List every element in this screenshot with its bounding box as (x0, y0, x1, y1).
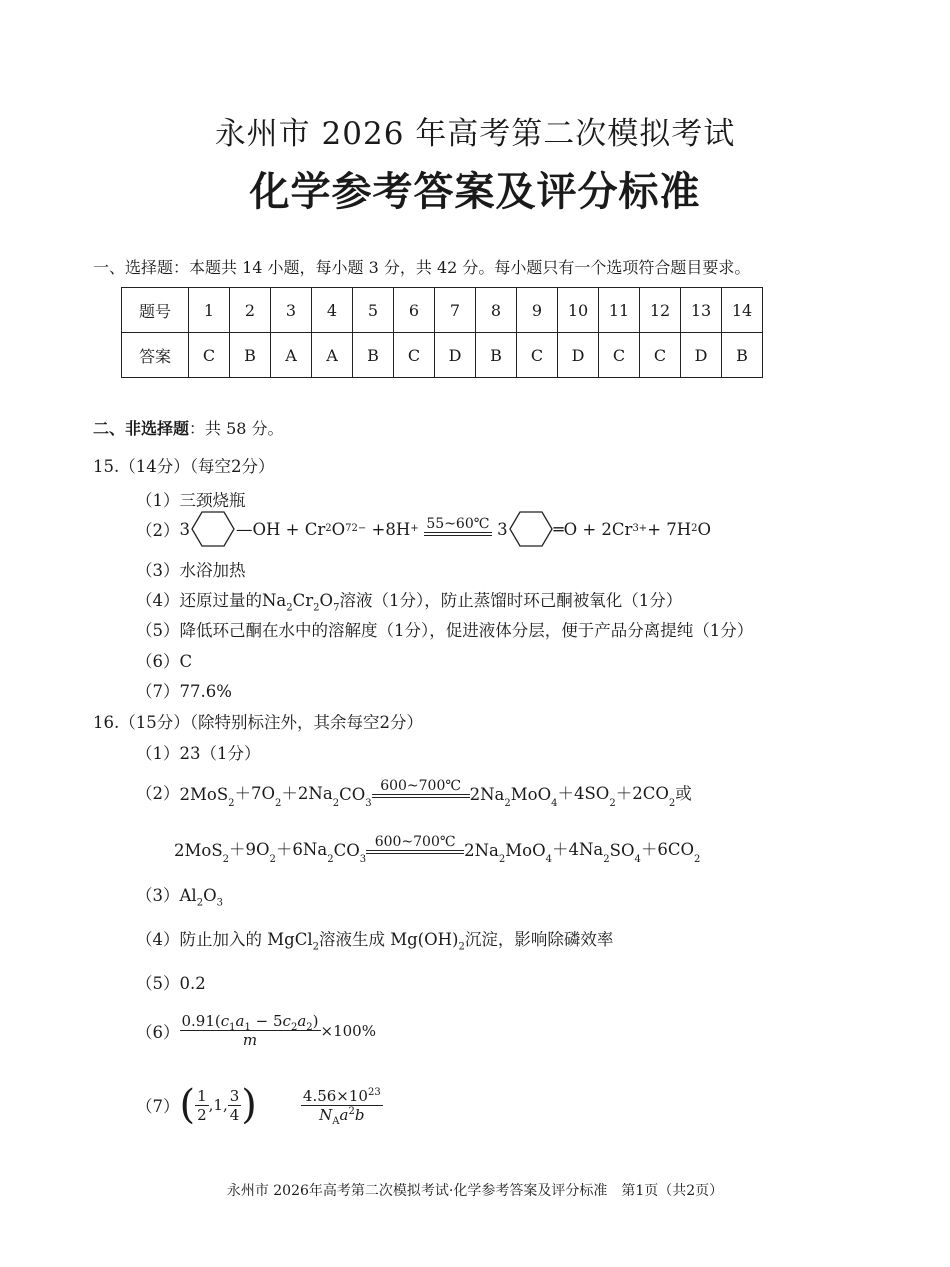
cyclohexanone-ring-icon (508, 509, 554, 549)
question-number: 5 (353, 288, 394, 333)
q16-answer-4: （4）防止加入的 MgCl$_2$溶液生成 $Mg(OH)_2$沉淀，影响除磷效率 (136, 930, 614, 953)
reaction-condition-temp: 600~700℃ (374, 834, 456, 850)
answer-cell: D (558, 333, 599, 378)
cyclohexanol-rest: —OH + Cr (236, 519, 326, 539)
q16-answer-2-eq2: 2MoS 2 ＋9O 2 ＋6Na 2 CO 3 600~700℃ 2Na 2 MoO 4 ＋4Na 2 SO 4 ＋6CO 2 (174, 834, 701, 865)
q16-answer-2-label: （2） (136, 784, 180, 803)
answer-cell: A (271, 333, 312, 378)
reaction-condition (424, 516, 492, 542)
answer-cell: B (353, 333, 394, 378)
q16-answer-7-label: （7） (136, 1097, 180, 1116)
percent-suffix: ×100% (320, 1021, 376, 1040)
q15-answer-5: （5）降低环己酮在水中的溶解度（1分），促进液体分层，便于产品分离提纯（1分） (136, 621, 754, 640)
answer-cell: C (189, 333, 230, 378)
q15-answer-2-label: （2） (136, 521, 180, 540)
answer-cell: B (230, 333, 271, 378)
question-number: 9 (517, 288, 558, 333)
q16-answer-4-label: （4） (136, 930, 180, 949)
q16-answer-3-label: （3） (136, 886, 180, 905)
question-number: 10 (558, 288, 599, 333)
reaction-condition-temp: 55~60℃ (426, 516, 490, 532)
coefficient: 3 (179, 519, 190, 539)
section1-heading: 一、选择题：本题共 14 小题，每小题 3 分，共 42 分。每小题只有一个选项符合题目要求。 (93, 258, 751, 277)
answer-cell: C (394, 333, 435, 378)
q15-answer-2: （2） 3 —OH + Cr 2 O 7 2− +8H + 55~60℃ 3 ═O + 2Cr 3+ + 7H 2 O (136, 508, 711, 550)
answer-cell: B (722, 333, 763, 378)
fraction-denominator (180, 1031, 321, 1049)
q16-answer-7: （7） ( $\frac{1}{2}$ ,1, $\frac{3}{4}$ ) $\frac{4.56\times 10^{23}}{N_Aa^2b}$ (136, 1082, 381, 1128)
or-connector: 或 (675, 784, 692, 803)
q16-answer-6 (136, 1012, 376, 1049)
mass-symbol: m (242, 1031, 258, 1049)
section2-heading-bold: 二、非选择题 (93, 419, 190, 438)
cyclohexanone-rest: ═O + 2Cr (553, 519, 633, 539)
water-product: + 7H (647, 519, 692, 539)
q15-answer-4: （4）还原过量的$Na_2Cr_2O_7$溶液（1分），防止蒸馏时环己酮被氧化（1分） (136, 591, 683, 614)
section2-heading-rest: ：共 58 分。 (189, 419, 284, 438)
answer-row (122, 333, 763, 378)
q15-answer-6: （6）C (136, 652, 193, 671)
answer-cell: C (517, 333, 558, 378)
section2-heading (93, 416, 284, 439)
question-number: 6 (394, 288, 435, 333)
question-number: 8 (476, 288, 517, 333)
q16-answer-1: （1）23（1分） (136, 744, 261, 763)
page-footer: 永州市 2026年高考第二次模拟考试·化学参考答案及评分标准 第1页（共2页） (226, 1183, 724, 1199)
q16-answer-2-eq1: （2） 2MoS 2 ＋7O 2 ＋2Na 2 CO 3 600~700℃ 2Na 2 MoO 4 ＋4SO 2 ＋2CO 2 或 (136, 778, 692, 809)
answer-table (121, 287, 763, 378)
question-number: 1 (189, 288, 230, 333)
reaction-condition (372, 778, 470, 804)
question-number: 7 (435, 288, 476, 333)
answer-cell: C (640, 333, 681, 378)
coordinate-x: $\frac{1}{2}$ (197, 1086, 207, 1124)
q15-answer-3: （3）水浴加热 (136, 561, 246, 580)
coordinate-z: $\frac{3}{4}$ (229, 1086, 240, 1124)
q15-answer-1: （1）三颈烧瓶 (136, 491, 246, 510)
question-number: 13 (681, 288, 722, 333)
answer-cell: C (599, 333, 640, 378)
row-label-answer: 答案 (122, 333, 189, 378)
answer-cell: D (681, 333, 722, 378)
reaction-condition (366, 834, 464, 860)
q15-answer-4-post: 溶液（1分），防止蒸馏时环己酮被氧化（1分） (339, 591, 683, 610)
density-fraction: $\frac{4.56\times 10^{23}}{N_Aa^2b}$ (302, 1086, 381, 1127)
question-number-row (122, 288, 763, 333)
row-label-question: 题号 (122, 288, 189, 333)
question-number: 3 (271, 288, 312, 333)
q15-heading: 15.（14分）（每空2分） (93, 457, 275, 476)
question-number: 12 (640, 288, 681, 333)
question-number: 2 (230, 288, 271, 333)
q16-answer-4-text-b: 溶液生成 Mg(OH) (318, 930, 459, 949)
question-number: 14 (722, 288, 763, 333)
coefficient: 3 (497, 519, 508, 539)
cyclohexane-ring-icon (190, 509, 236, 549)
answer-cell: A (312, 333, 353, 378)
exam-title: 永州市 2026 年高考第二次模拟考试 (214, 116, 736, 152)
question-number: 11 (599, 288, 640, 333)
q16-answer-5: （5）0.2 (136, 974, 206, 993)
question-number: 4 (312, 288, 353, 333)
q16-answer-6-label: （6） (136, 1022, 180, 1042)
answer-cell: D (435, 333, 476, 378)
q16-answer-3: $(3)Al_2O_3$ (136, 886, 223, 909)
reaction-condition-temp: 600~700℃ (380, 778, 462, 794)
q16-answer-4-text-a: 防止加入的 MgCl (179, 930, 313, 949)
answer-key-title: 化学参考答案及评分标准 (249, 169, 701, 215)
q15-answer-4-pre: （4）还原过量的Na (136, 591, 287, 610)
answer-cell: B (476, 333, 517, 378)
purity-fraction (180, 1012, 321, 1049)
q16-heading: 16.（15分）（除特别标注外，其余每空2分） (93, 713, 423, 732)
q15-answer-7: （7）77.6% (136, 682, 232, 701)
q16-answer-4-text-c: 沉淀，影响除磷效率 (464, 930, 614, 949)
fraction-numerator: $0.91(c_1a_1 - 5c_2a_2)$ (181, 1012, 319, 1033)
